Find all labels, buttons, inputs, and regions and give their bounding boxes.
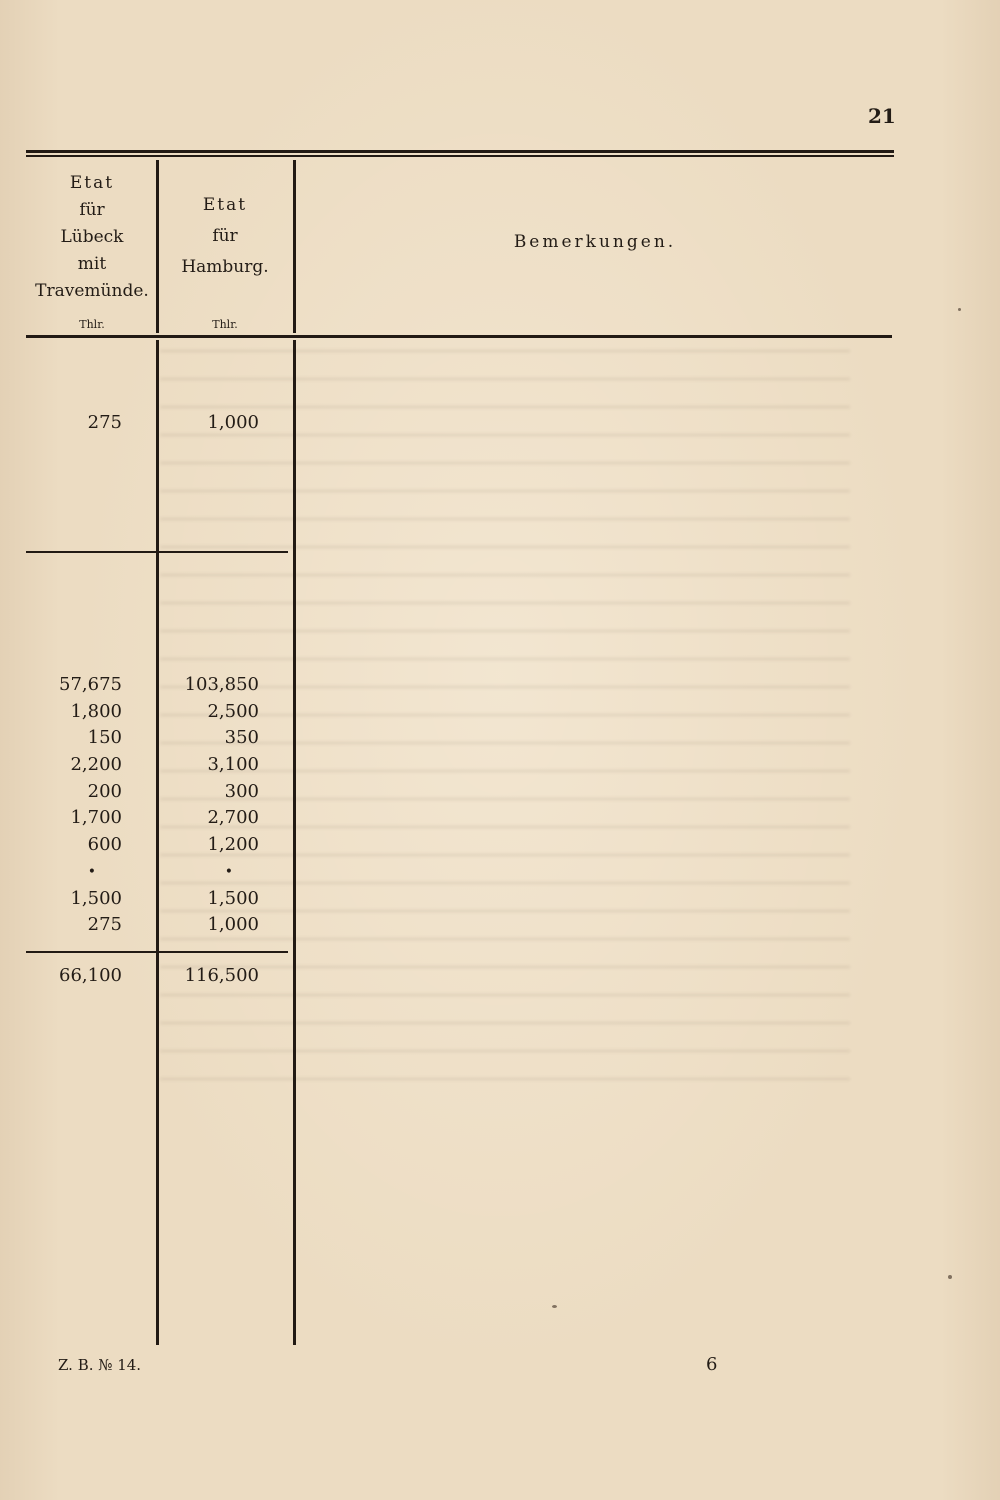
header-line: für bbox=[79, 200, 105, 220]
column-divider bbox=[156, 340, 159, 1345]
list-item: 300 bbox=[224, 780, 259, 802]
list-item: 200 bbox=[87, 780, 122, 802]
column-divider bbox=[293, 340, 296, 1345]
unit-label-col1: Thlr. bbox=[79, 318, 105, 331]
column-divider bbox=[293, 160, 296, 333]
header-line: Lübeck bbox=[60, 227, 124, 247]
list-item: • bbox=[224, 863, 233, 880]
list-item: 2,500 bbox=[207, 700, 259, 722]
list-item: 150 bbox=[87, 727, 122, 749]
list-item: 1,700 bbox=[70, 807, 122, 829]
list-item: 1,500 bbox=[207, 887, 259, 909]
total-col2: 116,500 bbox=[184, 965, 259, 986]
list-item: 3,100 bbox=[207, 754, 259, 776]
section-divider bbox=[26, 551, 288, 553]
header-col-luebeck bbox=[30, 170, 154, 305]
footer-signature-mark: Z. B. № 14. bbox=[58, 1356, 142, 1374]
header-line: für bbox=[212, 226, 238, 246]
header-bottom-rule bbox=[26, 335, 892, 338]
header-line: mit bbox=[77, 254, 107, 274]
footer-sheet-number: 6 bbox=[706, 1354, 718, 1375]
list-item: 2,700 bbox=[207, 807, 259, 829]
header-line: Hamburg. bbox=[181, 257, 269, 277]
top-rule-thin bbox=[26, 155, 894, 157]
list-item: • bbox=[87, 863, 96, 880]
paper-speck bbox=[958, 308, 961, 311]
page-number: 21 bbox=[868, 104, 896, 128]
header-col-hamburg bbox=[160, 192, 290, 281]
list-item: 1,000 bbox=[207, 914, 259, 936]
paper-speck bbox=[948, 1275, 952, 1279]
section2-col1-list bbox=[30, 672, 122, 939]
list-item: 2,200 bbox=[70, 754, 122, 776]
list-item: 275 bbox=[87, 914, 122, 936]
list-item: 600 bbox=[87, 834, 122, 856]
header-line: Travemünde. bbox=[35, 281, 149, 301]
section1-col1-value: 275 bbox=[87, 412, 122, 433]
unit-label-col2: Thlr. bbox=[212, 318, 238, 331]
list-item: 1,800 bbox=[70, 700, 122, 722]
column-divider bbox=[156, 160, 159, 333]
section2-col2-list bbox=[160, 672, 259, 939]
header-remarks: Bemerkungen. bbox=[513, 232, 677, 252]
header-line: Etat bbox=[69, 173, 115, 193]
total-col1: 66,100 bbox=[59, 965, 122, 986]
list-item: 1,500 bbox=[70, 887, 122, 909]
paper-speck bbox=[552, 1305, 557, 1308]
list-item: 350 bbox=[224, 727, 259, 749]
totals-divider bbox=[26, 951, 288, 953]
section1-col2-value: 1,000 bbox=[207, 412, 259, 433]
list-item: 57,675 bbox=[59, 674, 122, 695]
top-rule bbox=[26, 150, 894, 153]
list-item: 1,200 bbox=[207, 834, 259, 856]
list-item: 103,850 bbox=[184, 674, 259, 695]
bleed-through-texture bbox=[160, 350, 850, 1100]
header-line: Etat bbox=[202, 195, 248, 215]
